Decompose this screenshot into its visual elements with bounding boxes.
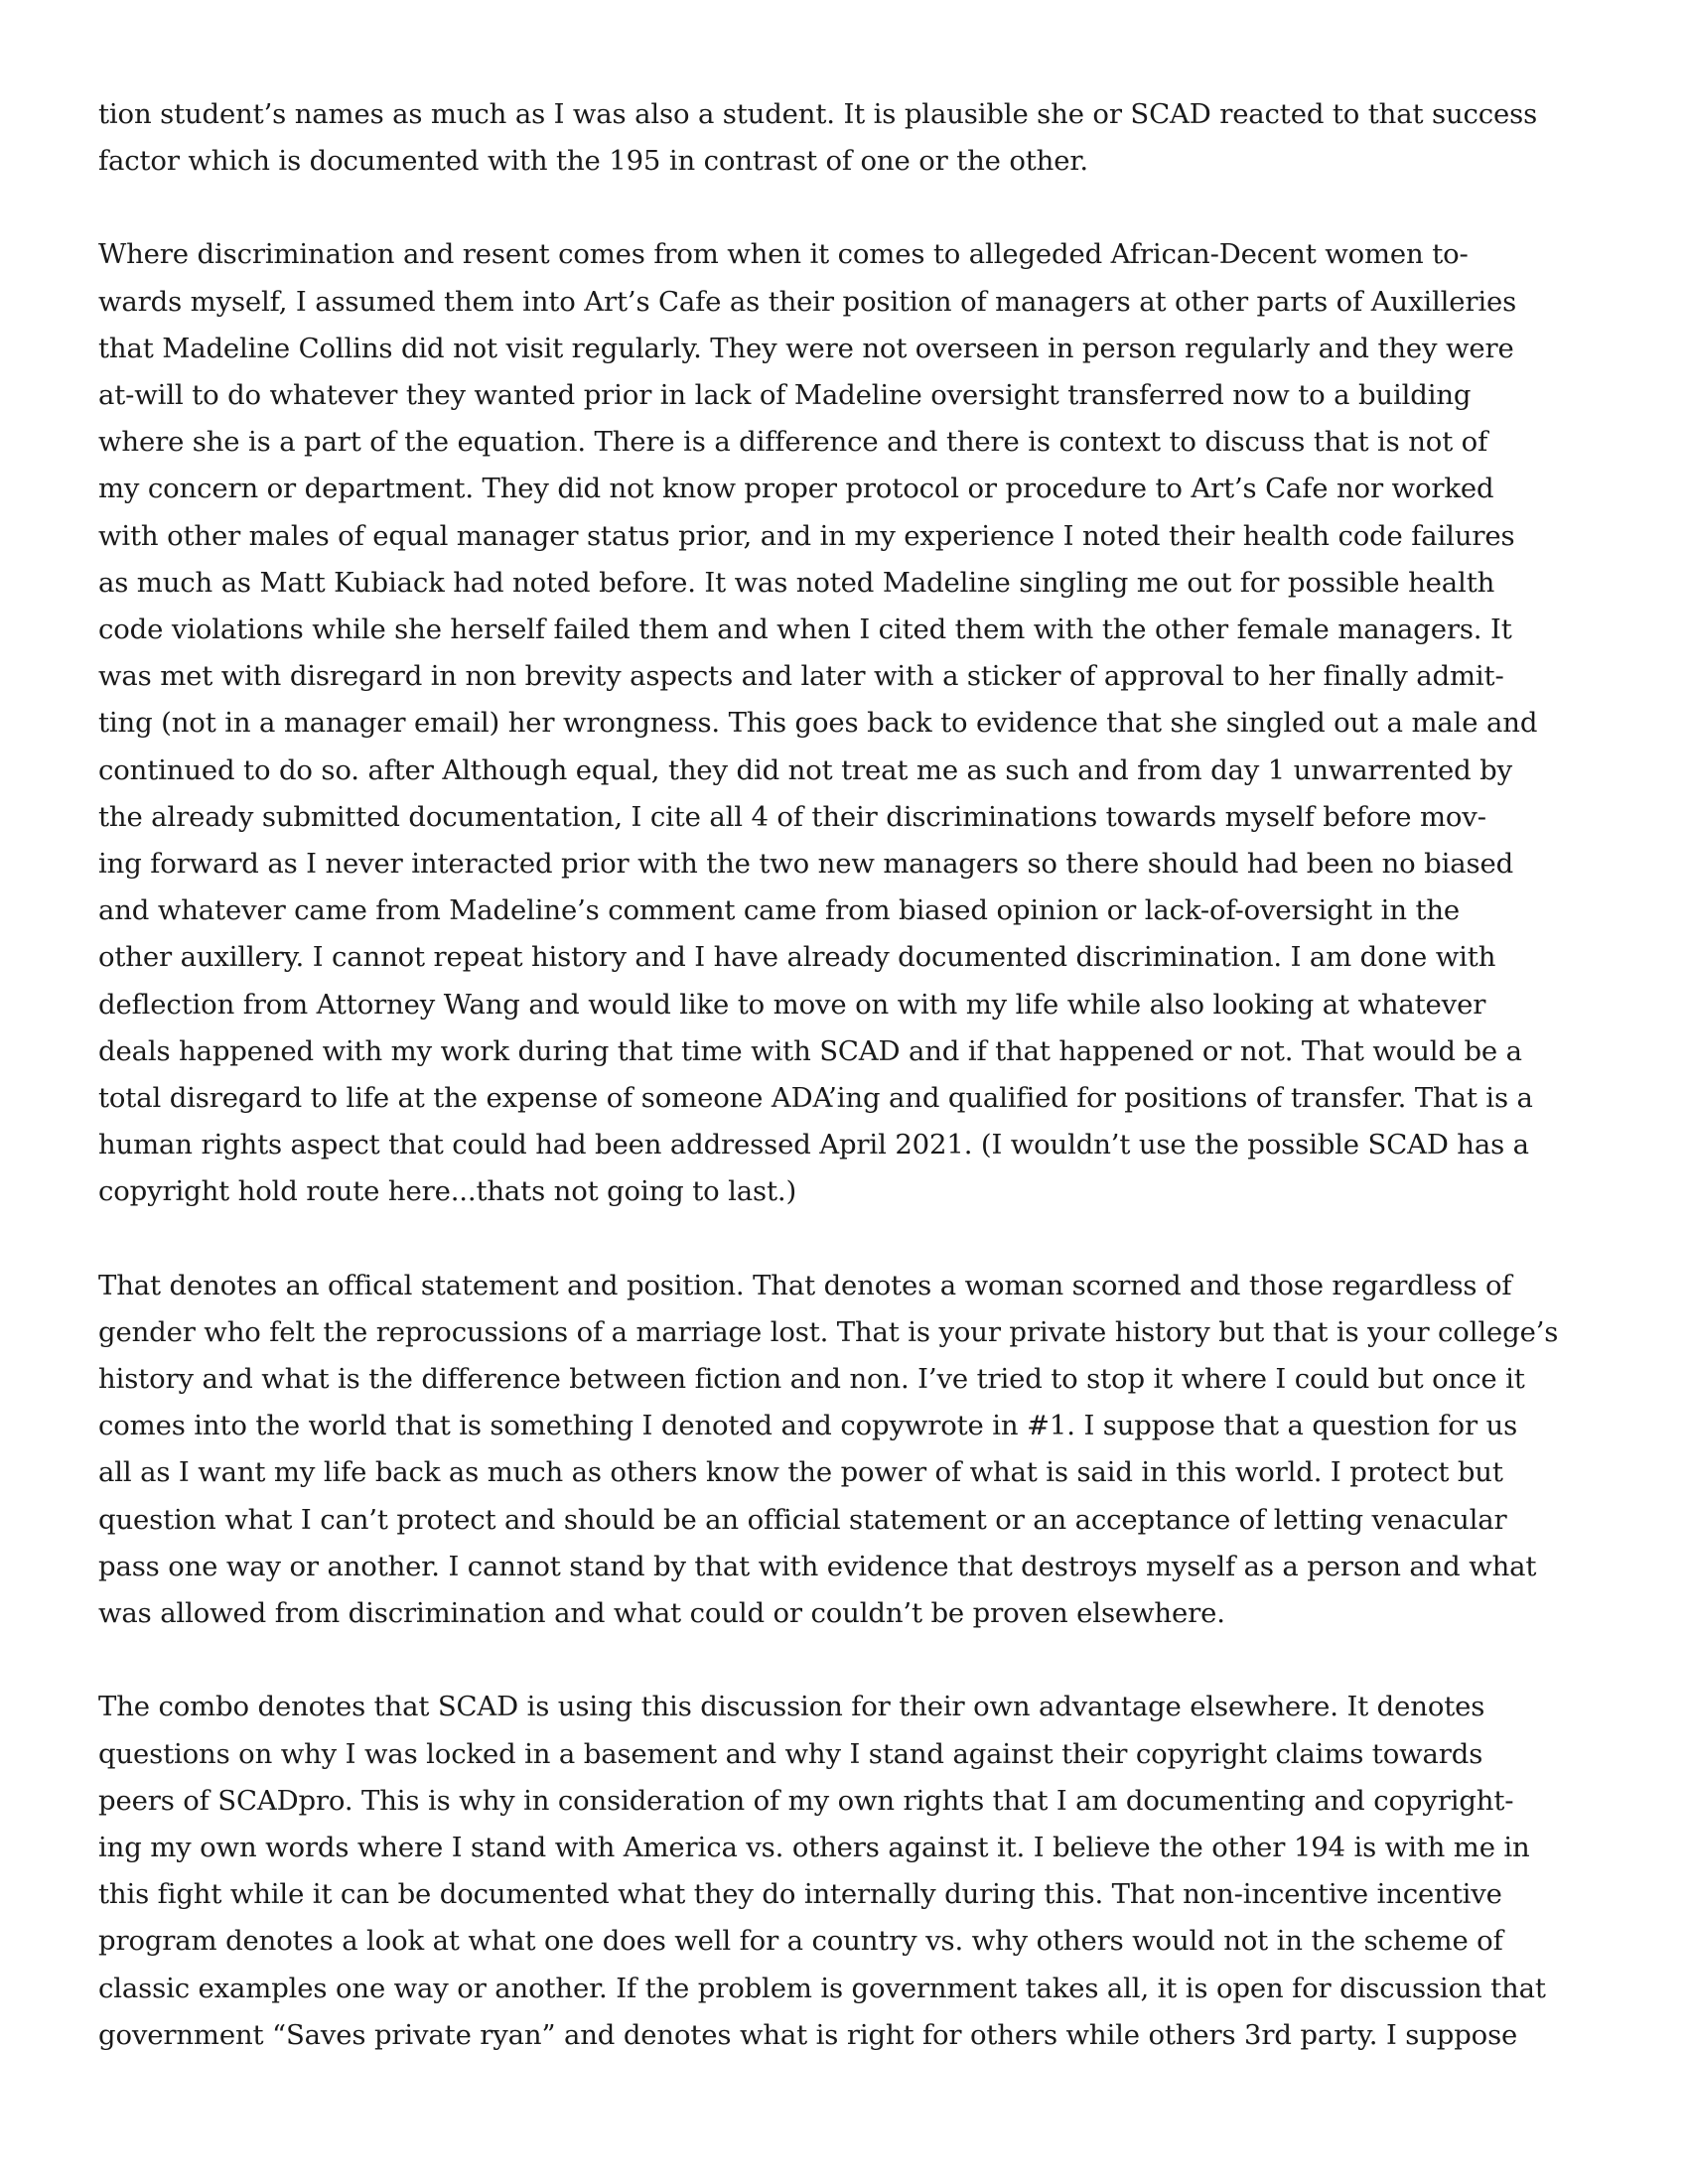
text-line: peers of SCADpro. This is why in consideration of my own rights that I am documenting and copyright- — [98, 1784, 1514, 1817]
text-line: government “Saves private ryan” and denotes what is right for others while others 3rd party. I suppose — [98, 2018, 1518, 2051]
text-line: deflection from Attorney Wang and would like to move on with my life while also looking at whatever — [98, 988, 1486, 1021]
text-line: gender who felt the reprocussions of a marriage lost. That is your private history but that is your college’s — [98, 1315, 1559, 1348]
text-line: code violations while she herself failed them and when I cited them with the other female managers. It — [98, 614, 1512, 646]
text-line: copyright hold route here...thats not going to last.) — [98, 1175, 797, 1208]
paragraph — [98, 91, 1598, 185]
text-line: question what I can’t protect and should be an official statement or an acceptance of letting venacular — [98, 1503, 1507, 1536]
document-body — [98, 91, 1598, 2106]
text-line: ting (not in a manager email) her wrongness. This goes back to evidence that she singled out a male and — [98, 707, 1538, 740]
text-line: and whatever came from Madeline’s comment came from biased opinion or lack-of-oversight in the — [98, 894, 1461, 927]
text-line: factor which is documented with the 195 in contrast of one or the other. — [98, 145, 1088, 178]
text-line: program denotes a look at what one does well for a country vs. why others would not in the scheme of — [98, 1925, 1503, 1958]
text-line: classic examples one way or another. If the problem is government takes all, it is open for discussion that — [98, 1972, 1546, 2004]
text-line: my concern or department. They did not know proper protocol or procedure to Art’s Cafe nor worked — [98, 473, 1494, 505]
paragraph — [98, 1684, 1598, 2059]
paragraph — [98, 231, 1598, 1215]
text-line: pass one way or another. I cannot stand by that with evidence that destroys myself as a person and what — [98, 1550, 1537, 1582]
text-line: as much as Matt Kubiack had noted before. It was noted Madeline singling me out for possible health — [98, 566, 1495, 599]
paragraph — [98, 1263, 1598, 1638]
text-line: was allowed from discrimination and what could or couldn’t be proven elsewhere. — [98, 1597, 1225, 1630]
text-line: human rights aspect that could had been addressed April 2021. (I wouldn’t use the possible SCAD has a — [98, 1129, 1529, 1161]
text-line: all as I want my life back as much as others know the power of what is said in this world. I protect but — [98, 1456, 1503, 1489]
text-line: That denotes an offical statement and position. That denotes a woman scorned and those regardless of — [98, 1269, 1512, 1301]
text-line: total disregard to life at the expense of someone ADA’ing and qualified for positions of transfer. That is a — [98, 1082, 1533, 1115]
text-line: that Madeline Collins did not visit regularly. They were not overseen in person regularly and they were — [98, 332, 1514, 364]
text-line: the already submitted documentation, I cite all 4 of their discriminations towards myself before mov- — [98, 800, 1486, 833]
text-line: this fight while it can be documented what they do internally during this. That non-incentive incentive — [98, 1878, 1502, 1911]
text-line: tion student’s names as much as I was also a student. It is plausible she or SCAD reacted to that success — [98, 98, 1538, 130]
text-line: with other males of equal manager status prior, and in my experience I noted their health code failures — [98, 519, 1515, 552]
text-line: ing forward as I never interacted prior with the two new managers so there should had been no biased — [98, 848, 1514, 881]
text-line: continued to do so. after Although equal, they did not treat me as such and from day 1 unwarrented by — [98, 753, 1513, 786]
text-line: ing my own words where I stand with America vs. others against it. I believe the other 194 is with me in — [98, 1831, 1530, 1863]
text-line: history and what is the difference between fiction and non. I’ve tried to stop it where I could but once it — [98, 1363, 1525, 1396]
text-line: deals happened with my work during that time with SCAD and if that happened or not. That would be a — [98, 1034, 1522, 1067]
text-line: was met with disregard in non brevity aspects and later with a sticker of approval to her finally admit- — [98, 660, 1504, 693]
text-line: wards myself, I assumed them into Art’s Cafe as their position of managers at other parts of Auxilleries — [98, 285, 1517, 318]
text-line: where she is a part of the equation. There is a difference and there is context to discuss that is not of — [98, 426, 1488, 459]
text-line: other auxillery. I cannot repeat history and I have already documented discrimination. I am done with — [98, 941, 1496, 974]
text-line: Where discrimination and resent comes from when it comes to allegeded African-Decent women to- — [98, 238, 1469, 271]
text-line: The combo denotes that SCAD is using this discussion for their own advantage elsewhere. It denotes — [98, 1691, 1485, 1723]
text-line: questions on why I was locked in a basement and why I stand against their copyright claims towards — [98, 1737, 1483, 1770]
text-line: comes into the world that is something I denoted and copywrote in #1. I suppose that a question for us — [98, 1410, 1518, 1442]
text-line: at-will to do whatever they wanted prior in lack of Madeline oversight transferred now to a building — [98, 379, 1472, 412]
